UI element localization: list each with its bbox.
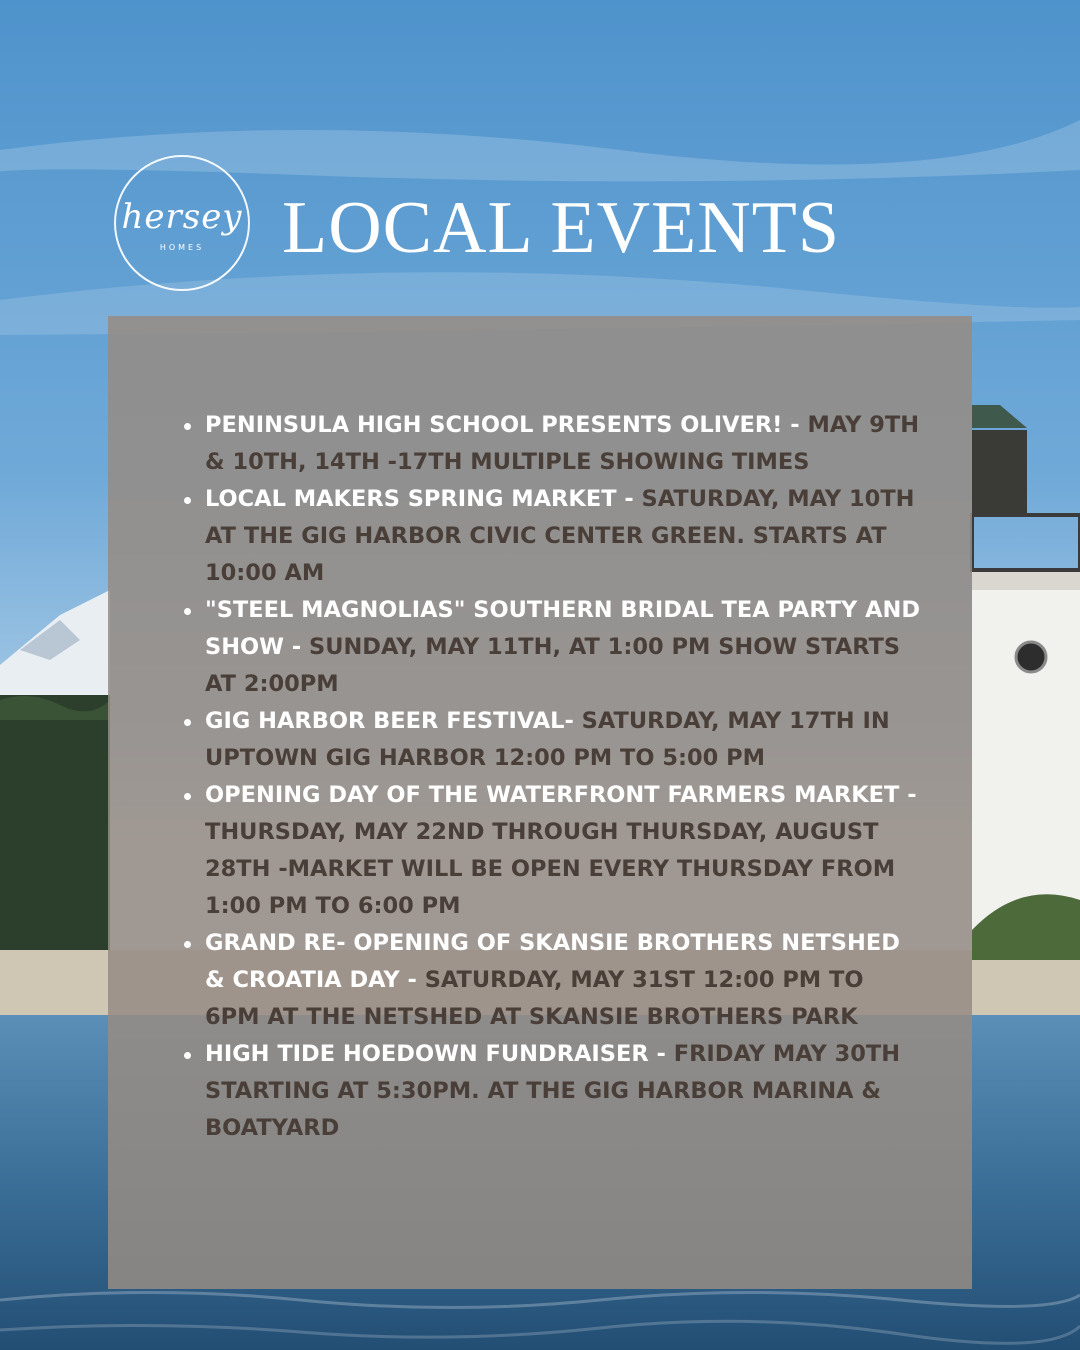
event-detail: THURSDAY, MAY 22ND THROUGH THURSDAY, AUGUST 28TH -MARKET WILL BE OPEN EVERY THURSDAY FROM 1:00 PM TO 6:00 PM xyxy=(205,819,896,919)
event-item xyxy=(184,1036,924,1147)
logo-sub-text: HOMES xyxy=(159,243,205,252)
event-title: GRAND RE- OPENING OF SKANSIE BROTHERS NETSHED & CROATIA DAY - xyxy=(205,930,900,993)
event-item xyxy=(184,703,924,777)
event-item xyxy=(184,925,924,1036)
event-title: LOCAL MAKERS SPRING MARKET - xyxy=(205,486,642,512)
event-detail: MAY 9TH & 10TH, 14TH -17TH MULTIPLE SHOWING TIMES xyxy=(205,412,920,475)
event-item xyxy=(184,407,924,481)
page-title: LOCAL EVENTS xyxy=(282,187,841,269)
event-detail: SATURDAY, MAY 10TH AT THE GIG HARBOR CIVIC CENTER GREEN. STARTS AT 10:00 AM xyxy=(205,486,915,586)
event-item xyxy=(184,592,924,703)
event-title: "STEEL MAGNOLIAS" SOUTHERN BRIDAL TEA PARTY AND SHOW - xyxy=(205,597,921,660)
event-detail: FRIDAY MAY 30TH STARTING AT 5:30PM. AT THE GIG HARBOR MARINA & BOATYARD xyxy=(205,1041,901,1141)
event-detail: SATURDAY, MAY 17TH IN UPTOWN GIG HARBOR 12:00 PM TO 5:00 PM xyxy=(205,708,890,771)
event-title: PENINSULA HIGH SCHOOL PRESENTS OLIVER! - xyxy=(205,412,808,438)
event-detail: SUNDAY, MAY 11TH, AT 1:00 PM SHOW STARTS AT 2:00PM xyxy=(205,634,901,697)
event-item xyxy=(184,777,924,925)
event-title: GIG HARBOR BEER FESTIVAL- xyxy=(205,708,582,734)
events-list xyxy=(184,407,924,1147)
hersey-homes-logo xyxy=(114,155,250,291)
event-item xyxy=(184,481,924,592)
event-title: OPENING DAY OF THE WATERFRONT FARMERS MARKET - xyxy=(205,782,917,808)
event-detail: SATURDAY, MAY 31ST 12:00 PM TO 6PM AT THE NETSHED AT SKANSIE BROTHERS PARK xyxy=(205,967,864,1030)
logo-script-text: hersey xyxy=(121,197,243,237)
event-title: HIGH TIDE HOEDOWN FUNDRAISER - xyxy=(205,1041,674,1067)
